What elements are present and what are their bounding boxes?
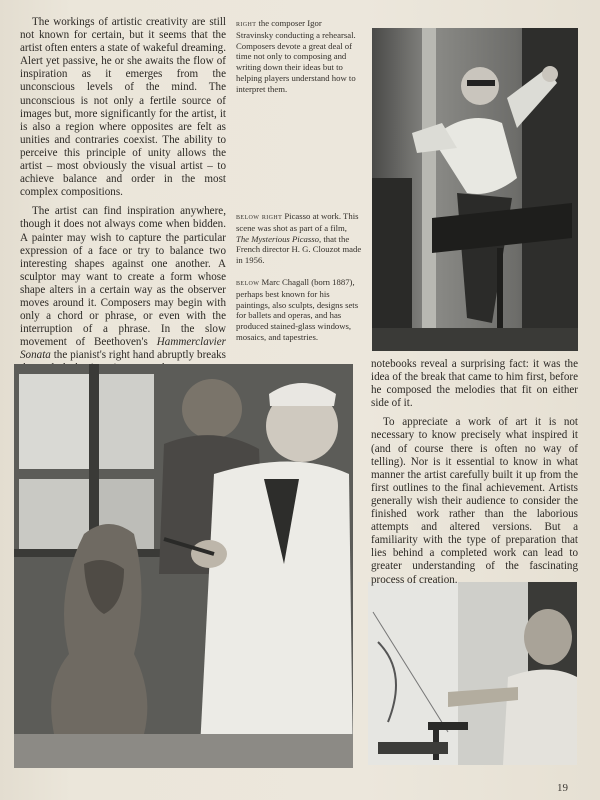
right-text-column — [371, 358, 578, 587]
paragraph: The workings of artistic creativity are still not known for certain, but it seems that the artist often enters a state of wakeful dreaming. Alert yet passive, he or she awaits the flow of inspiration as it emerges from the unconscious levels of the mind. The unconscious is not only a fertile source of images but, more significantly for the artist, it is also a region where opposites are felt as unities and contraries coexist. The ability to perceive this principle of unity allows the artist – most obviously the visual artist – to achieve balance and order in the most complex compositions. — [20, 16, 226, 199]
caption-text: Picasso at work. This scene was shot as part of a film, — [236, 211, 359, 233]
caption-picasso — [236, 211, 362, 266]
caption-lead: below right — [236, 212, 283, 221]
caption-stravinsky — [236, 18, 360, 95]
film-title: The Mysterious Picasso — [236, 233, 320, 244]
photo-stravinsky-conducting — [372, 28, 578, 351]
paragraph: To appreciate a work of art it is not necessary to know precisely what inspired it (and of course there is often no way of telling). Nor is it essential to know in what manner the artist carefully built it up from the first outlines to the final achievement. Artists generally wish their audience to consider the finished work rather than the laborious attempts and altered versions. But a familiarity with the type of preparation that lies behind a completed work can lead to greater understanding of the fascinating process of creation. — [371, 416, 578, 586]
caption-lead: below — [236, 278, 260, 287]
paragraph: notebooks reveal a surprising fact: it was the idea of the break that came to him first, before he composed the melodies that fit on either side of it. — [371, 358, 578, 410]
left-text-column — [20, 16, 226, 389]
page-number: 19 — [557, 782, 568, 794]
photo-chagall-sculpting — [14, 364, 353, 768]
work-title: Hammerclavier Sonata — [20, 336, 226, 362]
caption-text: , that the French director H. G. Clouzot made in 1956. — [236, 233, 362, 266]
photo-picasso-at-work — [368, 582, 577, 765]
caption-chagall — [236, 277, 362, 343]
caption-text: the composer Igor Stravinsky conducting a rehearsal. Composers devote a great deal of time not only to composing and writing down their ideas but to helping players understand how to interpret them. — [236, 18, 356, 94]
text-run: the pianist's right hand abruptly breaks — [53, 349, 226, 362]
caption-lead: right — [236, 19, 257, 28]
paragraph — [20, 205, 226, 388]
caption-text: Marc Chagall (born 1887), perhaps best known for his paintings, also sculpts, designs sets for ballets and operas, and has produced stained-glass windows, mosaics, and tapestries. — [236, 277, 359, 342]
text-run: The artist can find inspiration anywhere, though it does not always come when bidden. A painter may wish to capture the particular expression of a face or try to balance two interesting shapes against one another. A sculptor may want to create a form whose shape alters in a certain way as the observer moves around it. Composers may begin with only a chord or phrase, or even with the interruption of a phrase. In the slow movement of Beethoven's — [20, 205, 226, 349]
